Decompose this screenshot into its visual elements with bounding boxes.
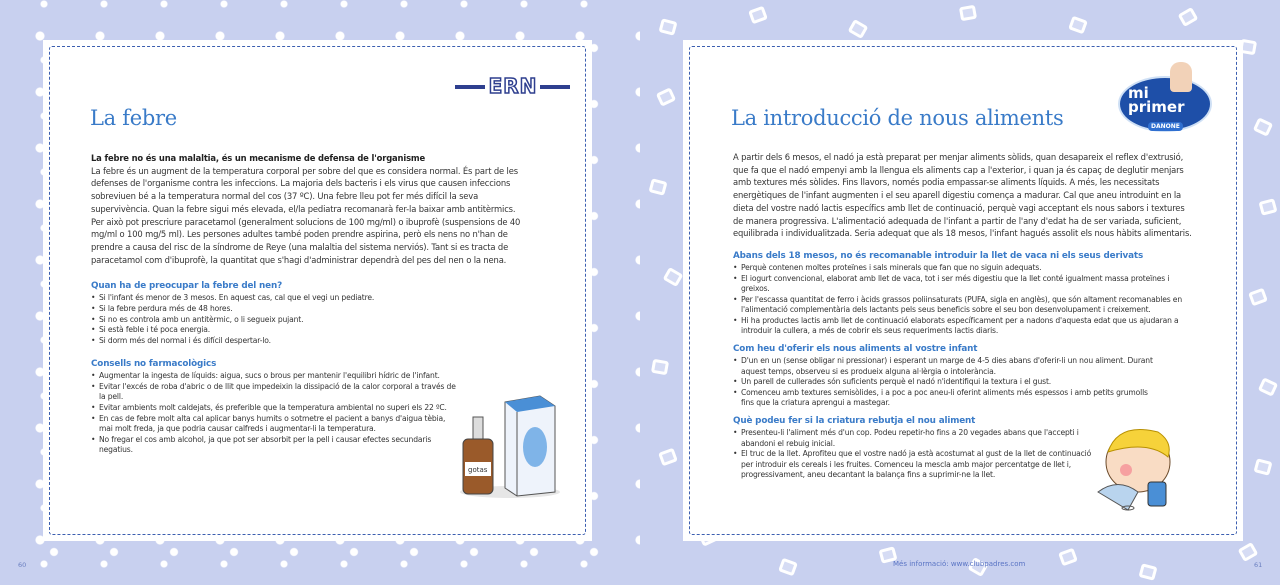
baby-eating-illustration: [1088, 422, 1183, 514]
footer-info-link[interactable]: Més informació: www.clubpadres.com: [893, 560, 1026, 568]
cup-pattern-icon: [656, 87, 676, 106]
cup-pattern-icon: [651, 359, 669, 376]
list-item: • Si no es controla amb un antitèrmic, o li segueix pujant.: [91, 315, 523, 326]
mi-primer-logo: mi primer DANONE: [1118, 62, 1214, 132]
section-heading: Com heu d'oferir els nous aliments al vostre infant: [733, 344, 978, 355]
list-item: • Si la febre perdura més de 48 hores.: [91, 304, 523, 315]
cup-pattern-icon: [1258, 377, 1278, 396]
cup-pattern-icon: [658, 18, 677, 36]
list-item: • Si està feble i té poca energia.: [91, 325, 523, 336]
list-item: • En cas de febre molt alta cal aplicar banys humits o sotmetre el pacient a banys d'aigua tèbia, mai molt freda, ja que podria causar calfreds i augmentar-li la temperatura.: [91, 414, 461, 435]
cup-pattern-icon: [848, 19, 869, 39]
cup-pattern-icon: [648, 178, 667, 196]
bullet-list: [91, 371, 461, 456]
cup-pattern-icon: [959, 5, 977, 22]
lead-heading: La febre no és una malaltia, és un mecanisme de defensa de l'organisme: [91, 153, 426, 163]
page-number-left: 60: [18, 561, 27, 569]
list-item: • Presenteu-li l'aliment més d'un cop. Podeu repetir-ho fins a 20 vegades abans que l'accepti i abandoni el rebuig inicial.: [733, 428, 1093, 449]
cup-pattern-icon: [658, 448, 678, 467]
bullet-list: [733, 263, 1195, 337]
cup-pattern-icon: [1138, 563, 1157, 581]
bullet-list: [91, 293, 523, 346]
cup-pattern-icon: [778, 558, 798, 577]
cup-pattern-icon: [663, 267, 684, 287]
cup-pattern-icon: [1253, 458, 1272, 476]
list-item: • D'un en un (sense obligar ni pressionar) i esperant un marge de 4-5 dies abans d'oferir-li un nou aliment. Durant aquest temps, observeu si es produeix alguna al·lèrgia o intolerància.: [733, 356, 1158, 377]
cup-pattern-icon: [748, 6, 768, 25]
list-item: • El truc de la llet. Aprofiteu que el vostre nadó ja està acostumat al gust de la llet de continuació per introduir els cereals i les fruites. Comenceu la mescla amb major percentatge de llet i, progressivament, aneu decantant la balança fins a suprimir-ne la llet.: [733, 449, 1093, 481]
list-item: • Si l'infant és menor de 3 mesos. En aquest cas, cal que el vegi un pediatre.: [91, 293, 523, 304]
section-heading: Consells no farmacològics: [91, 359, 217, 370]
ern-logo: ERN: [455, 76, 570, 98]
cup-pattern-icon: [1258, 198, 1277, 216]
cup-pattern-icon: [1178, 7, 1199, 27]
medicine-bottle-illustration: [455, 392, 565, 502]
list-item: • Augmentar la ingesta de líquids: aigua, sucs o brous per mantenir l'equilibri hídric de l'infant.: [91, 371, 461, 382]
page-title-right: La introducció de nous aliments: [731, 106, 1064, 130]
intro-paragraph: La febre és un augment de la temperatura corporal per sobre del que es considera normal. És part de les defenses de l'organisme contra les infeccions. La majoria dels bacteris i els virus que causen infeccions sobreviuen bé a la temperatura normal del cos (37 ºC). Una febre lleu pot fer més difícil la seva supervivència. Quan la febre sigui més elevada, el/la pediatra recomanarà fer-la baixar amb antitèrmics. Per això pot prescriure paracetamol (generalment solucions de 100 mg/ml) o ibuprofè (suspensions de 40 mg/ml o 100 mg/5 ml). Les persones adultes també poden prendre aspirina, però els nens no n'han de prendre a causa del risc de la síndrome de Reye (una malaltia del sistema nerviós). Tant si es tracta de paracetamol com d'ibuprofè, la quantitat que s'hagi d'administrar dependrà del pes del nen o la nena.: [91, 165, 521, 265]
list-item: • Per l'escassa quantitat de ferro i àcids grassos poliinsaturats (PUFA, sigla en anglès), que són altament recomanables en l'alimentació complementària dels lactants pels seus beneficis sobre el seu bon desenvolupament i creixement.: [733, 295, 1195, 316]
list-item: • No fregar el cos amb alcohol, ja que pot ser absorbit per la pell i causar efectes secundaris negatius.: [91, 435, 461, 456]
cup-pattern-icon: [1058, 548, 1078, 567]
list-item: • Evitar ambients molt caldejats, és preferible que la temperatura ambiental no superi els 22 ºC.: [91, 403, 461, 414]
cup-pattern-icon: [1253, 117, 1273, 136]
cup-pattern-icon: [1248, 288, 1268, 307]
bullet-list: [733, 428, 1093, 481]
list-item: • Un parell de cullerades són suficients perquè el nadó n'identifiqui la textura i el gust.: [733, 377, 1158, 388]
page-title: La febre: [90, 106, 177, 130]
section-heading: Què podeu fer si la criatura rebutja el nou aliment: [733, 416, 976, 427]
list-item: • Comenceu amb textures semisòlides, i a poc a poc aneu-li oferint aliments més espessos i amb petits grumolls fins que la criatura aprengui a mastegar.: [733, 388, 1158, 409]
bottle-label: gotas: [468, 466, 488, 474]
list-item: • El iogurt convencional, elaborat amb llet de vaca, tot i ser més digestiu que la llet conté igualment massa proteïnes i greixos.: [733, 274, 1195, 295]
list-item: • Si dorm més del normal i és difícil despertar-lo.: [91, 336, 523, 347]
bullet-list: [733, 356, 1158, 409]
list-item: • Hi ha productes lactis amb llet de continuació elaborats específicament per a nadons d'aquesta edat que us ajudaran a introduir la cullera, a més de cobrir els seus requeriments lactis diaris.: [733, 316, 1195, 337]
section-heading: Quan ha de preocupar la febre del nen?: [91, 281, 283, 292]
list-item: • Perquè contenen moltes proteïnes i sals minerals que fan que no siguin adequats.: [733, 263, 1195, 274]
page-number-right: 61: [1254, 561, 1263, 569]
section-heading: Abans dels 18 mesos, no és recomanable introduir la llet de vaca ni els seus derivats: [733, 250, 1144, 261]
cup-pattern-icon: [1238, 542, 1259, 562]
list-item: • Evitar l'excés de roba d'abric o de llit que impedeixin la dissipació de la calor corporal a través de la pell.: [91, 382, 461, 403]
cup-pattern-icon: [1068, 16, 1088, 35]
intro-paragraph: A partir dels 6 mesos, el nadó ja està preparat per menjar aliments sòlids, quan desapareix el reflex d'extrusió, que fa que el nadó empenyi amb la llengua els aliments cap a l'exterior, i quan ja és capaç de deglutir menjars amb textures més sòlides. Fins llavors, només podia empassar-se aliments líquids. A més, les necessitats energètiques de l'infant augmenten i el seu aparell digestiu comença a madurar. Cal que aneu introduint en la dieta del vostre nadó lactis específics amb llet de continuació, perquè vagi acceptant els nous sabors i textures de manera progressiva. L'alimentació adequada de l'infant a partir de l'any d'edat ha de ser variada, suficient, equilibrada i individualitzada. Seria adequat que als 18 mesos, l'infant hagués assolit els nous hàbits alimentaris.: [733, 152, 1192, 239]
